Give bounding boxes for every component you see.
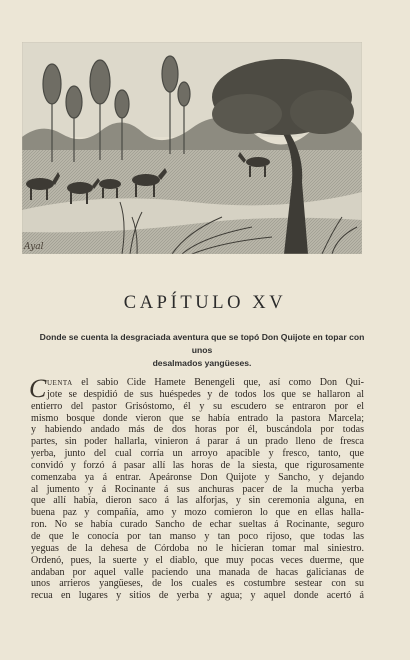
body-line: buena paz y compañía, amo y mozo comieron lo que en ellas halla- [31, 507, 364, 519]
body-line: mismo bosque donde vieron que se había entrado la pastora Marcela; [31, 412, 364, 424]
chapter-title: CAPÍTULO XV [123, 293, 287, 313]
body-line: andaban por aquel valle paciendo una manada de hacas galicianas de [31, 566, 364, 578]
body-line: al jumento y á Rocinante á sus anchuras pacer de la mucha yerba [31, 483, 364, 495]
body-line: Ordenó, pues, la suerte y el diablo, que muy pocas veces duerme, que [31, 554, 364, 566]
body-line: y habiendo andado más de dos horas por él, buscándola por todas [31, 424, 364, 436]
first-word: uenta [47, 377, 73, 388]
body-line: convidó y forzó á pasar allí las horas de la siesta, que rigurosamente [31, 459, 364, 471]
chapter-subtitle [32, 331, 372, 370]
engraving-illustration [22, 42, 362, 254]
landscape-engraving [22, 42, 362, 254]
body-line: que allí había, dieron saco á las alforjas, y sin ceremonia alguna, en [31, 495, 364, 507]
body-line: de que le conocía por tan manso y tan poco rijoso, que todas las [31, 530, 364, 542]
body-line: entierro del pastor Grisóstomo, él y su escudero se entraron por el [31, 400, 364, 412]
artist-signature: Ayal [24, 242, 44, 252]
body-line: comenzaba ya á entrar. Apeáronse Don Quijote y Sancho, y dejando [31, 471, 364, 483]
subtitle-line-1: Donde se cuenta la desgraciada aventura que se topó Don Quijote en topar con unos [39, 332, 365, 355]
body-line: jote se despidió de sus huéspedes y de todos los que se hallaron al [47, 388, 364, 400]
body-line: uenta el sabio Cide Hamete Benengeli que, así como Don Qui- [47, 377, 364, 388]
body-line: recua en lugares y sitios de yerba y agua; y aquel donde acertó á [31, 590, 364, 602]
subtitle-line-2: desalmados yangüeses. [152, 358, 252, 368]
body-line: unos arrieros yangüeses, de los cuales es costumbre sestear con su [31, 578, 364, 590]
chapter-body [29, 374, 364, 602]
body-line: ron. No se había curado Sancho de echar sueltas á Rocinante, seguro [31, 519, 364, 531]
body-line: yeguas de la dehesa de Córdoba no le hicieran tomar mal siniestro. [31, 542, 364, 554]
drop-cap: C [29, 374, 47, 403]
body-line: yerba, junto del cual corría un arroyo apacible y fresco, tanto, que [31, 448, 364, 460]
body-line: partes, sin poder hallarla, vinieron á parar á un prado lleno de fresca [31, 436, 364, 448]
